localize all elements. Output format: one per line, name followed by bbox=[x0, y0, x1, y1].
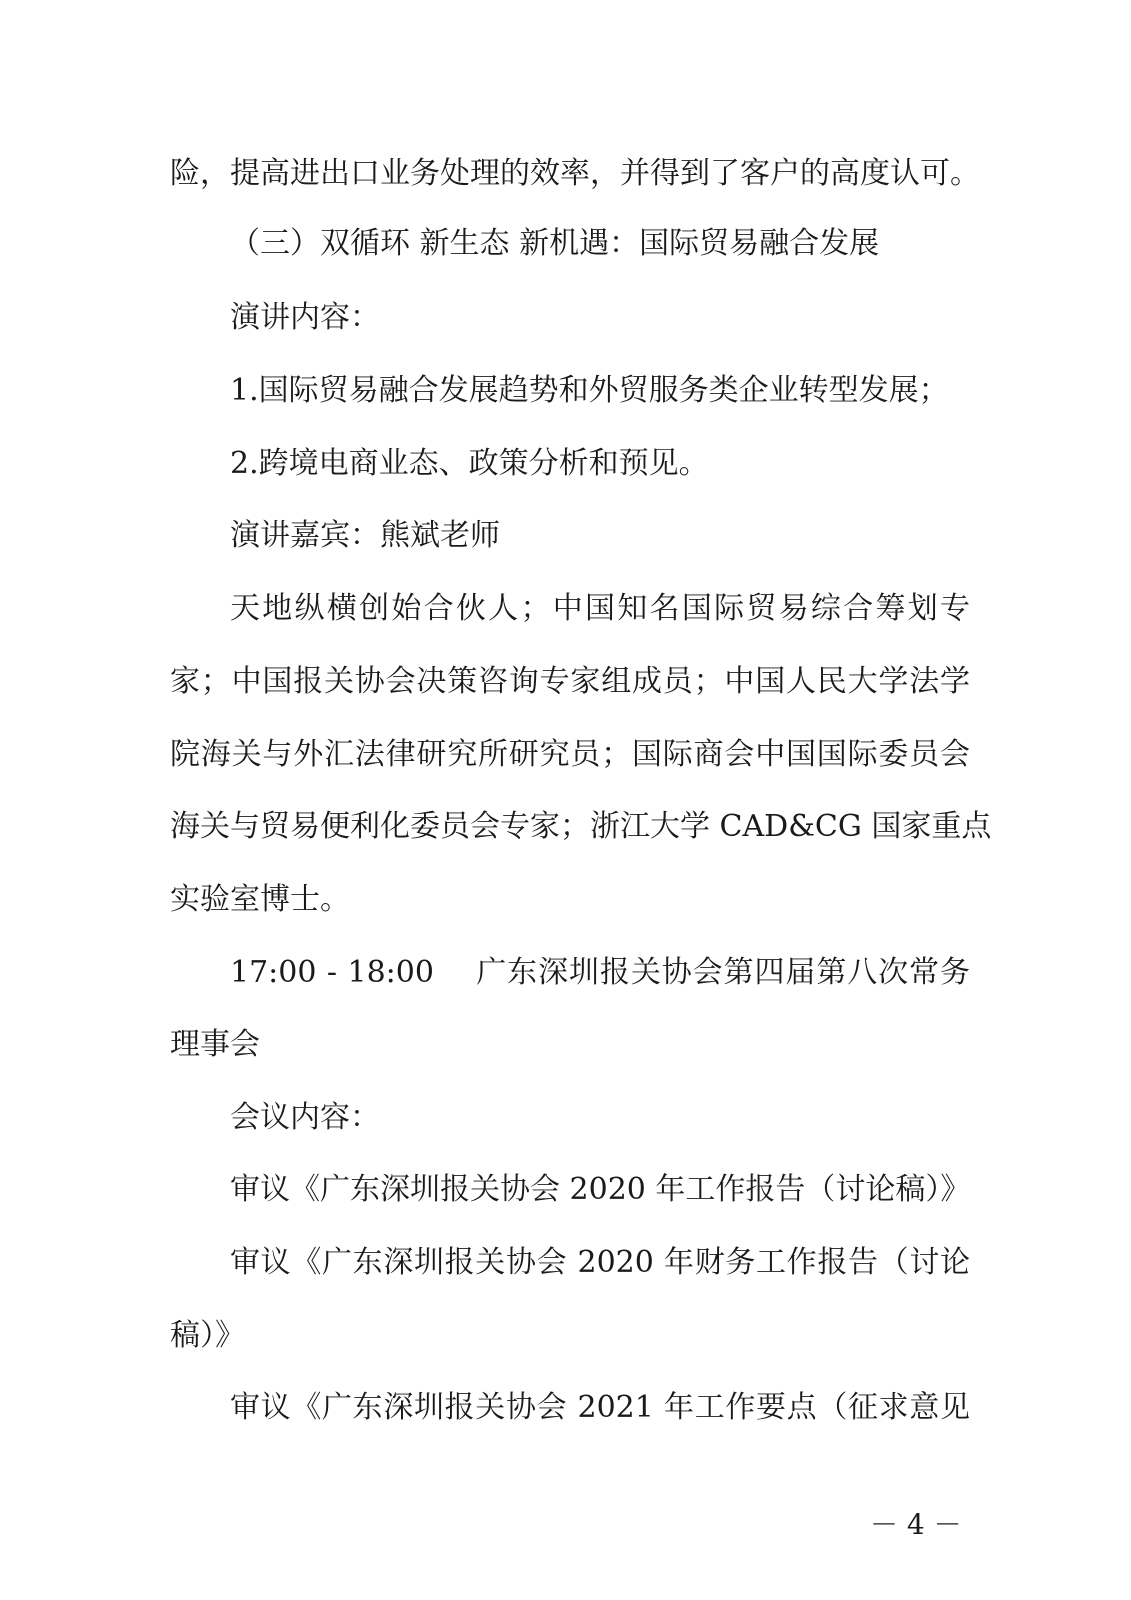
speaker-bio-line: 天地纵横创始合伙人；中国知名国际贸易综合筹划专 bbox=[230, 591, 970, 626]
page-number: － 4 － bbox=[870, 1508, 962, 1541]
speaker-bio-line: 实验室博士。 bbox=[170, 882, 350, 917]
review-item-3: 审议《广东深圳报关协会 2021 年工作要点（征求意见 bbox=[230, 1390, 970, 1425]
meeting-content-label: 会议内容： bbox=[230, 1100, 380, 1135]
paragraph-line: 险，提高进出口业务处理的效率，并得到了客户的高度认可。 bbox=[170, 156, 980, 191]
speaker-bio-line: 海关与贸易便利化委员会专家；浙江大学 CAD&CG 国家重点 bbox=[170, 809, 992, 844]
review-item-2: 审议《广东深圳报关协会 2020 年财务工作报告（讨论 bbox=[230, 1245, 970, 1280]
schedule-item-continued: 理事会 bbox=[170, 1027, 260, 1062]
speaker-bio-line: 院海关与外汇法律研究所研究员；国际商会中国国际委员会 bbox=[170, 737, 970, 772]
speech-item-2: 2.跨境电商业态、政策分析和预见。 bbox=[230, 446, 709, 481]
review-item-2-continued: 稿）》 bbox=[170, 1318, 245, 1353]
section-heading: （三）双循环 新生态 新机遇：国际贸易融合发展 bbox=[230, 226, 880, 261]
speech-content-label: 演讲内容： bbox=[230, 300, 380, 335]
schedule-item: 17:00 - 18:00 广东深圳报关协会第四届第八次常务 bbox=[230, 955, 970, 990]
speaker-line: 演讲嘉宾：熊斌老师 bbox=[230, 518, 500, 553]
review-item-1: 审议《广东深圳报关协会 2020 年工作报告（讨论稿）》 bbox=[230, 1172, 971, 1207]
speaker-bio-line: 家；中国报关协会决策咨询专家组成员；中国人民大学法学 bbox=[170, 664, 970, 699]
speech-item-1: 1.国际贸易融合发展趋势和外贸服务类企业转型发展； bbox=[230, 373, 949, 408]
